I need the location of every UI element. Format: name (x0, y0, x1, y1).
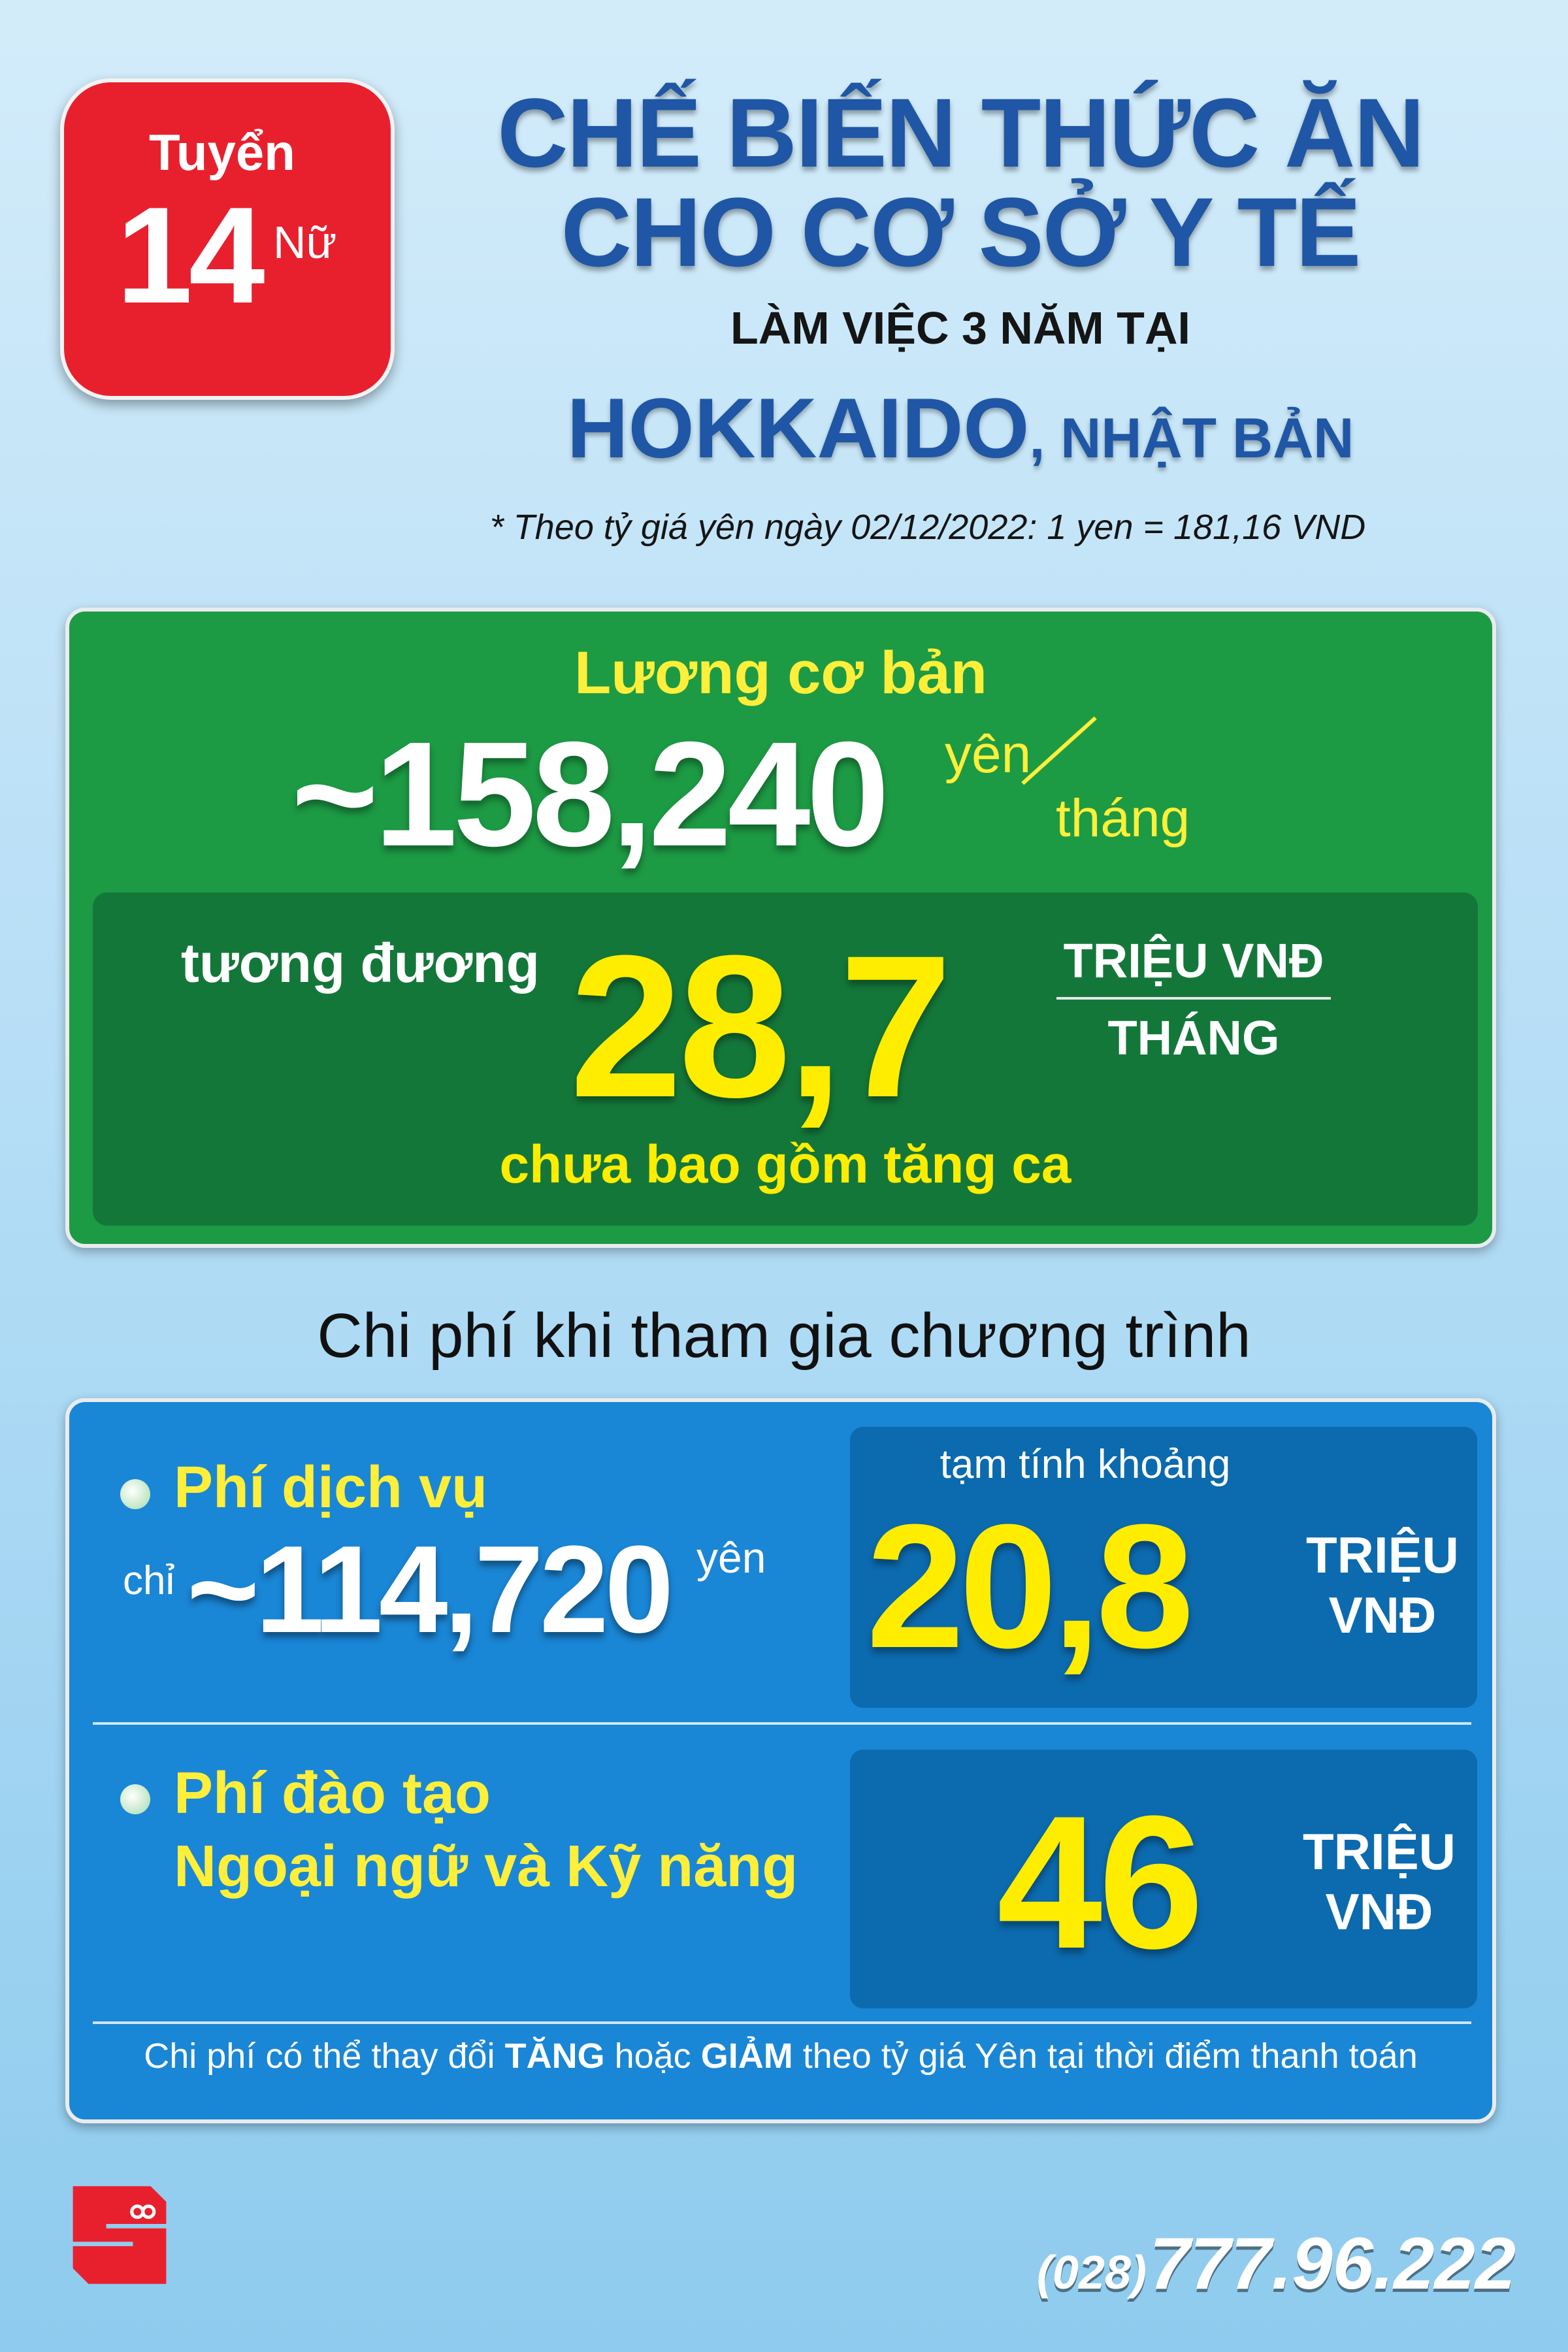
equivalent-unit-bottom: THÁNG (1107, 1011, 1280, 1065)
salary-label: Lương cơ bản (574, 640, 987, 706)
location (405, 379, 1516, 477)
salary-amount: ~158,240 (291, 711, 886, 877)
vnd-unit-line2: VNĐ (1325, 1883, 1433, 1941)
unit-slash-divider (1021, 717, 1096, 785)
salary-unit-yen: yên (945, 725, 1032, 784)
training-fee-label-line2: Ngoại ngữ và Kỹ năng (174, 1834, 798, 1899)
recruit-count: 14 (116, 178, 261, 332)
vnd-unit-line1: TRIỆU (1303, 1823, 1456, 1880)
page-title-line1: CHẾ BIẾN THỨC ĂN (497, 78, 1424, 188)
equivalent-value: 28,7 (570, 913, 949, 1139)
bullet-dot-icon (120, 1784, 150, 1814)
recruit-gender: Nữ (273, 217, 337, 268)
cost-divider (93, 2021, 1471, 2024)
exchange-rate-note: * Theo tỷ giá yên ngày 02/12/2022: 1 yen = 181,16 VND (489, 508, 1366, 547)
cost-note-text: hoặc (604, 2036, 701, 2076)
location-main: HOKKAIDO (566, 380, 1030, 476)
vnd-unit-line2: VNĐ (1328, 1586, 1437, 1644)
service-fee-label: Phí dịch vụ (174, 1455, 488, 1520)
service-fee-amount: ~114,720 (187, 1520, 670, 1659)
service-fee-vnd-unit (1304, 1525, 1461, 1645)
phone-area-code: (028) (1036, 2247, 1147, 2299)
work-duration: LÀM VIỆC 3 NĂM TẠI (730, 302, 1190, 353)
training-fee-vnd-box (850, 1750, 1477, 2008)
service-fee-vnd-box (850, 1427, 1477, 1708)
training-fee-vnd-unit (1301, 1821, 1458, 1942)
contact-phone[interactable] (1000, 2221, 1516, 2306)
page-title-line2: CHO CƠ SỞ Y TẾ (561, 177, 1360, 287)
company-s-logo-icon (64, 2180, 175, 2291)
cost-divider (93, 1722, 1471, 1725)
equivalent-label: tương đương (181, 932, 540, 994)
costs-heading: Chi phí khi tham gia chương trình (317, 1301, 1251, 1371)
service-fee-unit: yên (696, 1533, 766, 1582)
cost-note-increase: TĂNG (504, 2036, 605, 2076)
estimate-label: tạm tính khoảng (939, 1442, 1231, 1487)
location-suffix: , NHẬT BẢN (1029, 407, 1354, 470)
salary-unit-month: tháng (1056, 789, 1190, 848)
salary-card (65, 608, 1496, 1248)
training-fee-vnd-value: 46 (997, 1776, 1200, 1988)
recruit-badge (60, 78, 395, 400)
equivalent-box (93, 892, 1478, 1226)
vnd-unit-line1: TRIỆU (1306, 1526, 1459, 1584)
training-fee-label-line1: Phí đào tạo (174, 1761, 491, 1826)
costs-card (65, 1398, 1496, 2123)
service-fee-prefix: chỉ (123, 1558, 175, 1603)
cost-note-text: theo tỷ giá Yên tại thời điểm thanh toán (792, 2036, 1418, 2076)
equivalent-unit-top: TRIỆU VNĐ (1063, 934, 1324, 988)
phone-number: 777.96.222 (1149, 2223, 1516, 2304)
overtime-note: chưa bao gồm tăng ca (499, 1135, 1071, 1194)
equivalent-unit-divider (1056, 997, 1331, 1000)
service-fee-vnd-value: 20,8 (866, 1488, 1189, 1685)
recruit-label: Tuyển (149, 123, 295, 181)
cost-note-decrease: GIẢM (700, 2036, 793, 2076)
cost-change-note (69, 2036, 1492, 2076)
bullet-dot-icon (120, 1479, 150, 1509)
cost-note-text: Chi phí có thể thay đổi (144, 2036, 505, 2076)
